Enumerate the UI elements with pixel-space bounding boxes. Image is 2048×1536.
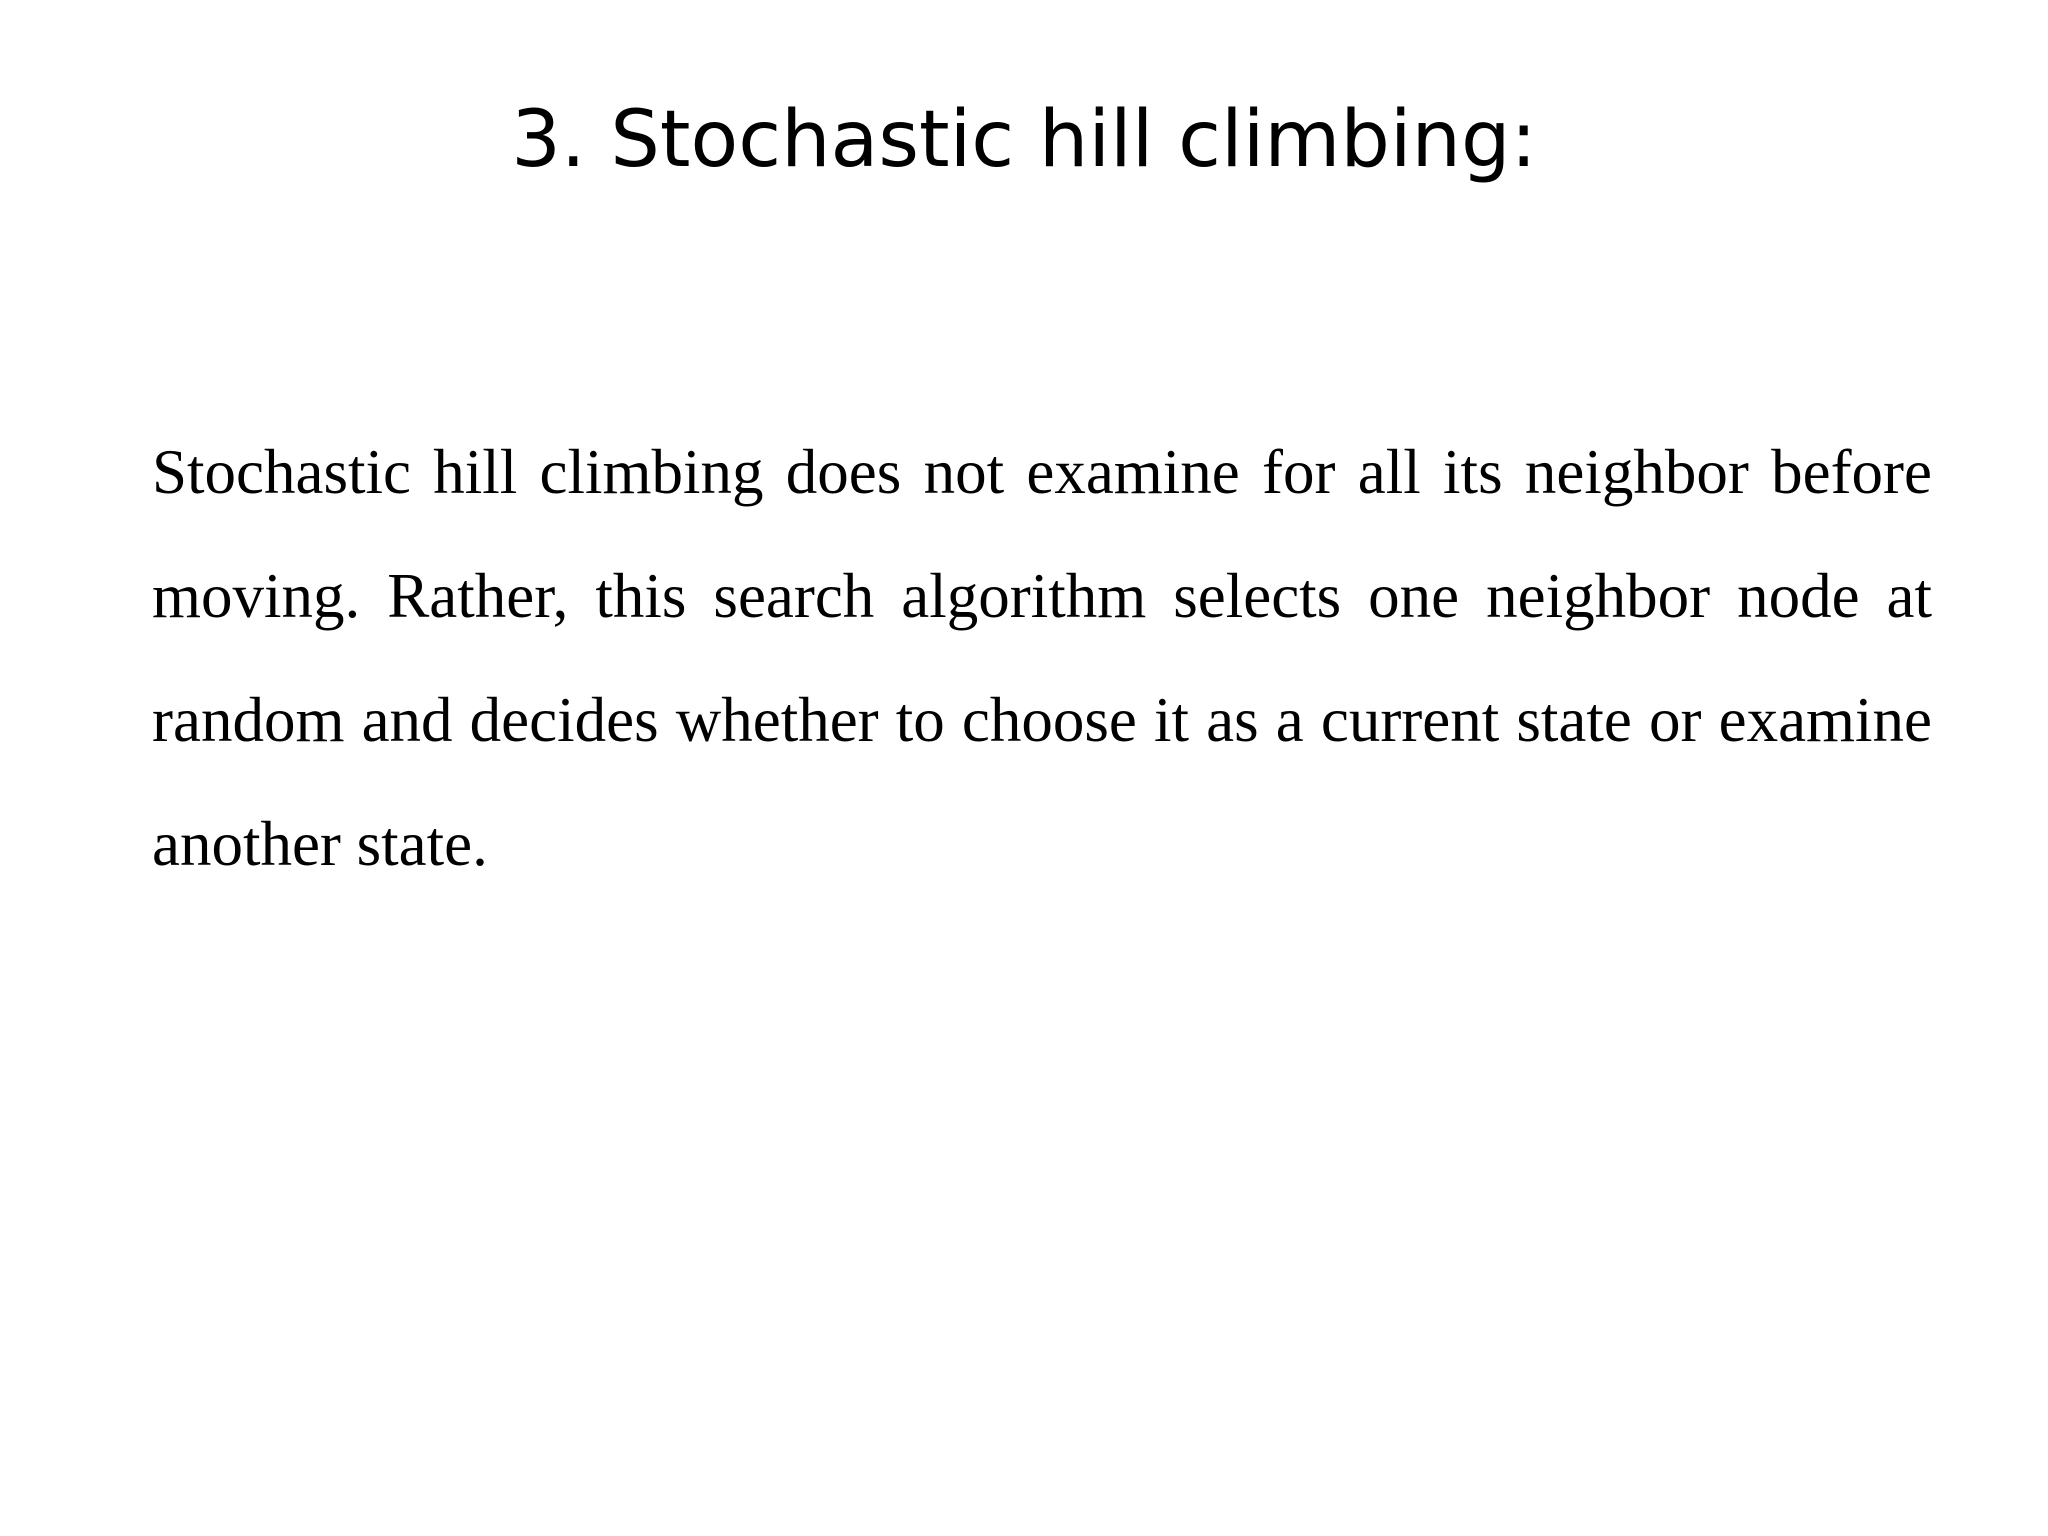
slide-title: 3. Stochastic hill climbing:	[511, 95, 1537, 185]
slide-body-paragraph: Stochastic hill climbing does not examine for all its neighbor before moving. Rather, this search algorithm selects one neighbor node at random and decides whether to choose it as a current state or examine another state.	[152, 437, 1932, 879]
